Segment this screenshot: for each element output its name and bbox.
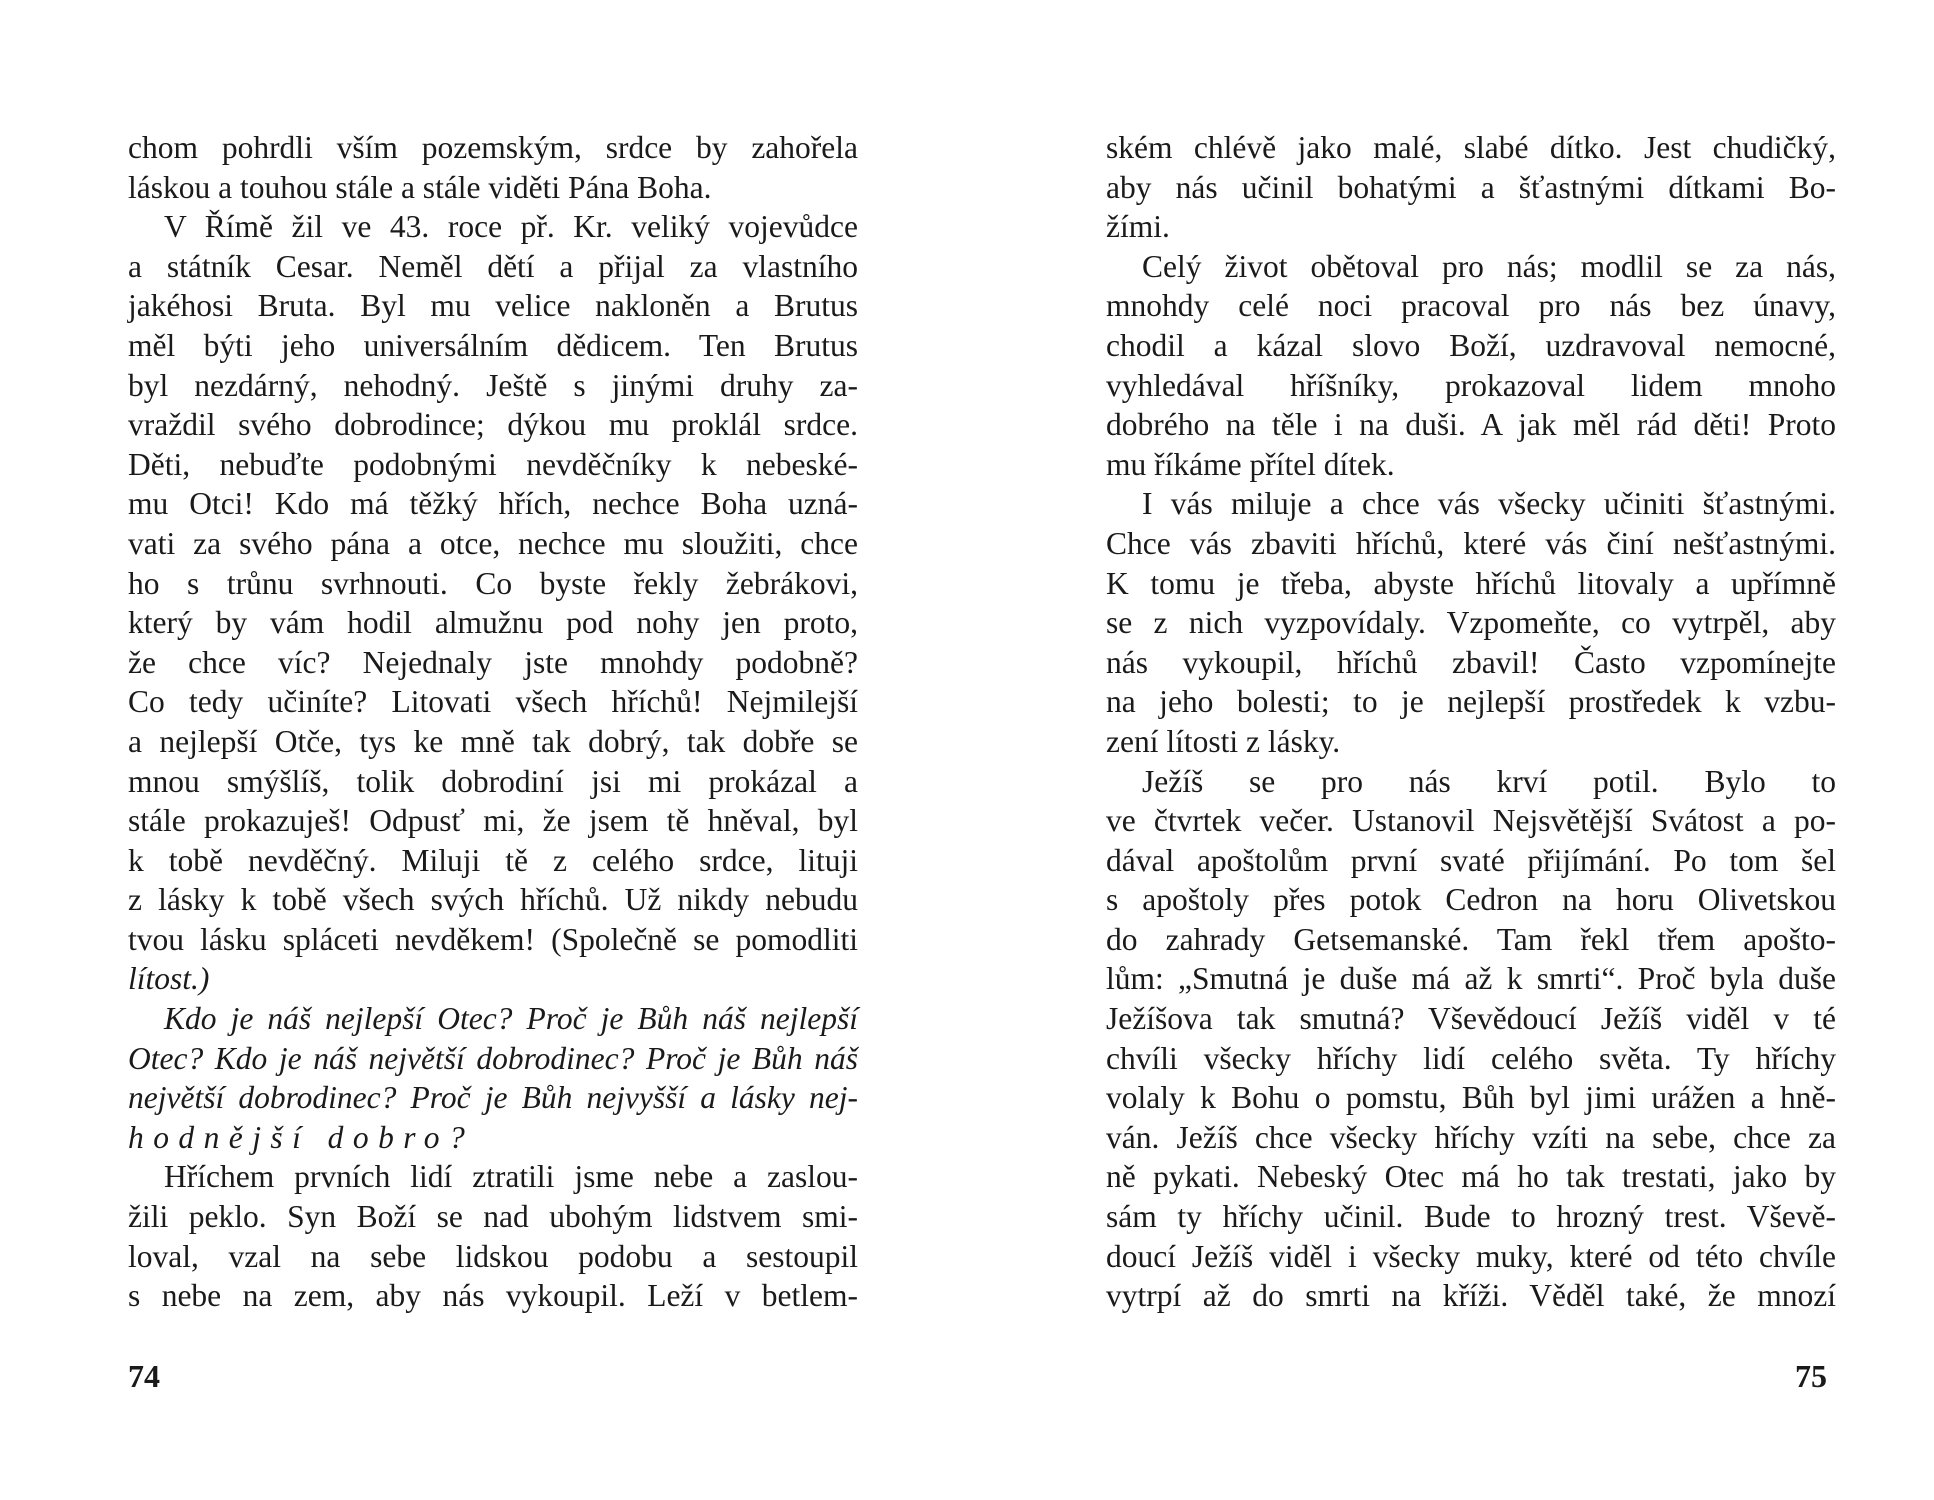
text-line: vyhledával hříšníky, prokazoval lidem mnoho <box>1106 367 1836 403</box>
text-line: ván. Ježíš chce všecky hříchy vzíti na sebe, chce za <box>1106 1119 1836 1155</box>
text-line: měl býti jeho universálním dědicem. Ten Brutus <box>128 327 858 363</box>
text-line: láskou a touhou stále a stále viděti Pána Boha. <box>128 169 712 205</box>
section-lead-line: Ježíš se pro nás krví potil. Bylo to <box>1142 763 1836 799</box>
text-line: Děti, nebuďte podobnými nevděčníky k nebeské- <box>128 446 858 482</box>
text-line: vytrpí až do smrti na kříži. Věděl také, že mnozí <box>1106 1278 1836 1314</box>
text-line: mnou smýšlíš, tolik dobrodiní jsi mi prokázal a <box>128 763 858 799</box>
text-line: s apoštoly přes potok Cedron na horu Olivetskou <box>1106 882 1836 918</box>
text-line: žili peklo. Syn Boží se nad ubohým lidstvem smi- <box>128 1199 858 1235</box>
text-line: na jeho bolesti; to je nejlepší prostředek k vzbu- <box>1106 684 1836 720</box>
text-line: do zahrady Getsemanské. Tam řekl třem apošto- <box>1106 921 1836 957</box>
text-line: Chce vás zbaviti hříchů, které vás činí nešťastnými. <box>1106 525 1836 561</box>
text-line: byl nezdárný, nehodný. Ještě s jinými druhy za- <box>128 367 858 403</box>
text-line: a státník Cesar. Neměl dětí a přijal za vlastního <box>128 248 858 284</box>
question-line: největší dobrodinec? Proč je Bůh nejvyšší a lásky nej- <box>128 1080 858 1116</box>
text-line: tvou lásku spláceti nevděkem! (Společně se pomodliti <box>128 921 858 957</box>
text-line: žími. <box>1106 209 1170 245</box>
text-line: I vás miluje a chce vás všecky učiniti šťastnými. <box>1142 486 1836 522</box>
text-line: zení lítosti z lásky. <box>1106 723 1341 759</box>
text-line: ně pykati. Nebeský Otec má ho tak trestati, jako by <box>1106 1159 1836 1195</box>
text-line: jakéhosi Bruta. Byl mu velice nakloněn a Brutus <box>128 288 858 324</box>
text-line: Ježíšova tak smutná? Vševědoucí Ježíš viděl v té <box>1106 1001 1836 1037</box>
text-line: ve čtvrtek večer. Ustanovil Nejsvětější Svátost a po- <box>1106 803 1836 839</box>
text-line: volaly k Bohu o pomstu, Bůh byl jimi urážen a hně- <box>1106 1080 1836 1116</box>
text-line: se z nich vyzpovídaly. Vzpomeňte, co vytrpěl, aby <box>1106 605 1836 641</box>
text-line: k tobě nevděčný. Miluji tě z celého srdce, lituji <box>128 842 858 878</box>
text-line: doucí Ježíš viděl i všecky muky, které od této chvíle <box>1106 1238 1836 1274</box>
page-number-left: 74 <box>128 1358 160 1394</box>
left-page-text <box>128 128 858 1316</box>
text-line: ském chlévě jako malé, slabé dítko. Jest chudičký, <box>1106 130 1836 165</box>
text-line: lům: „Smutná je duše má až k smrti“. Proč byla duše <box>1106 961 1836 997</box>
text-line: nás vykoupil, hříchů zbavil! Často vzpomínejte <box>1106 644 1836 680</box>
text-line: a nejlepší Otče, tys ke mně tak dobrý, tak dobře se <box>128 723 858 759</box>
text-line: aby nás učinil bohatými a šťastnými dítkami Bo- <box>1106 169 1836 205</box>
text-line: K tomu je třeba, abyste hříchů litovaly a upřímně <box>1106 565 1836 601</box>
text-line: dával apoštolům první svaté přijímání. Po tom šel <box>1106 842 1836 878</box>
text-line: vraždil svého dobrodince; dýkou mu proklál srdce. <box>128 407 858 443</box>
text-line: mu Otci! Kdo má těžký hřích, nechce Boha uzná- <box>128 486 858 522</box>
text-line: z lásky k tobě všech svých hříchů. Už nikdy nebudu <box>128 882 858 918</box>
text-line: Hříchem prvních lidí ztratili jsme nebe a zaslou- <box>164 1159 858 1195</box>
text-line: ho s trůnu svrhnouti. Co byste řekly žebrákovi, <box>128 565 858 601</box>
text-line: mu říkáme přítel dítek. <box>1106 446 1395 482</box>
text-line: V Římě žil ve 43. roce př. Kr. veliký vojevůdce <box>164 209 858 245</box>
text-line: že chce víc? Nejednaly jste mnohdy podobně? <box>128 644 858 680</box>
text-line: dobrého na těle i na duši. A jak měl rád děti! Proto <box>1106 407 1836 443</box>
text-line: lítost.) <box>128 961 210 997</box>
text-line: mnohdy celé noci pracoval pro nás bez únavy, <box>1106 288 1836 324</box>
question-line: Kdo je náš nejlepší Otec? Proč je Bůh náš nejlepší <box>164 1001 858 1037</box>
question-line: Otec? Kdo je náš největší dobrodinec? Proč je Bůh náš <box>128 1040 858 1076</box>
text-line: Celý život obětoval pro nás; modlil se za nás, <box>1142 248 1836 284</box>
right-page-text <box>1106 128 1836 1316</box>
text-line: který by vám hodil almužnu pod nohy jen proto, <box>128 605 858 641</box>
text-line: sám ty hříchy učinil. Bude to hrozný trest. Vševě- <box>1106 1199 1836 1235</box>
text-line: s nebe na zem, aby nás vykoupil. Leží v betlem- <box>128 1278 858 1314</box>
text-line: chvíli všecky hříchy lidí celého světa. Ty hříchy <box>1106 1040 1836 1076</box>
text-line: Co tedy učiníte? Litovati všech hříchů! Nejmilejší <box>128 684 858 720</box>
text-line: stále prokazuješ! Odpusť mi, že jsem tě hněval, byl <box>128 803 858 839</box>
page-number-right: 75 <box>1795 1358 1827 1394</box>
text-line: chodil a kázal slovo Boží, uzdravoval nemocné, <box>1106 327 1836 363</box>
text-line: loval, vzal na sebe lidskou podobu a sestoupil <box>128 1238 858 1274</box>
text-line: vati za svého pána a otce, nechce mu sloužiti, chce <box>128 525 858 561</box>
question-line: hodnější dobro? <box>128 1119 475 1155</box>
text-line: chom pohrdli vším pozemským, srdce by zahořela <box>128 130 858 165</box>
